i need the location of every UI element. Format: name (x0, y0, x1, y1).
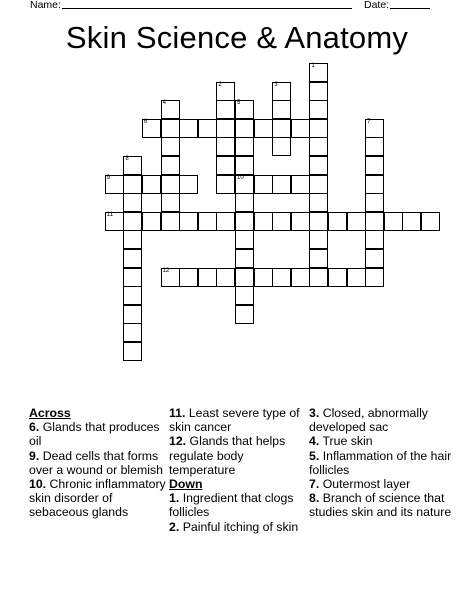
grid-cell[interactable] (198, 268, 217, 287)
grid-cell[interactable] (365, 156, 384, 175)
grid-cell[interactable] (179, 212, 198, 231)
grid-cell[interactable] (123, 268, 142, 287)
grid-cell[interactable] (254, 212, 273, 231)
clue-number: 1. (169, 491, 180, 506)
cell-number: 5 (237, 100, 241, 107)
grid-cell[interactable] (235, 249, 254, 268)
grid-cell[interactable] (272, 268, 291, 287)
grid-cell[interactable] (309, 100, 328, 119)
clue-text: Outermost layer (322, 477, 411, 492)
grid-cell[interactable] (328, 268, 347, 287)
grid-cell[interactable] (272, 119, 291, 138)
clue-number: 2. (169, 519, 180, 534)
clue-number: 3. (309, 406, 320, 420)
grid-cell[interactable] (309, 63, 328, 82)
grid-cell[interactable] (142, 119, 161, 138)
clue-text: Glands that produces oil (29, 420, 160, 449)
grid-cell[interactable] (272, 137, 291, 156)
grid-cell[interactable] (365, 119, 384, 138)
cell-number: 10 (237, 174, 244, 181)
clue-down-8 (309, 491, 454, 519)
clue-across-12 (169, 434, 309, 477)
grid-cell[interactable] (309, 268, 328, 287)
clue-number: 8. (309, 491, 320, 506)
grid-cell[interactable] (309, 230, 328, 249)
grid-cell[interactable] (216, 137, 235, 156)
grid-cell[interactable] (216, 268, 235, 287)
grid-cell[interactable] (365, 268, 384, 287)
grid-cell[interactable] (161, 212, 180, 231)
grid-cell[interactable] (291, 212, 310, 231)
grid-cell[interactable] (198, 119, 217, 138)
grid-cell[interactable] (384, 212, 403, 231)
cell-number: 1 (311, 63, 315, 69)
cell-number: 9 (106, 174, 111, 181)
grid-cell[interactable] (123, 305, 142, 324)
clues-column-3 (309, 406, 454, 520)
grid-cell[interactable] (235, 305, 254, 324)
cell-number: 11 (106, 211, 114, 218)
grid-cell[interactable] (309, 193, 328, 212)
grid-cell[interactable] (216, 212, 235, 231)
grid-cell[interactable] (123, 230, 142, 249)
clue-text: True skin (322, 434, 373, 449)
clue-across-6 (29, 420, 169, 448)
grid-cell[interactable] (105, 212, 124, 231)
grid-cell[interactable] (365, 175, 384, 194)
grid-cell[interactable] (161, 137, 180, 156)
clue-down-5 (309, 449, 454, 477)
grid-cell[interactable] (216, 82, 235, 101)
grid-cell[interactable] (235, 100, 254, 119)
grid-cell[interactable] (272, 82, 291, 101)
grid-cell[interactable] (309, 137, 328, 156)
grid-cell[interactable] (291, 119, 310, 138)
grid-cell[interactable] (235, 175, 254, 194)
cell-number: 7 (367, 118, 371, 125)
grid-cell[interactable] (254, 268, 273, 287)
cell-number: 12 (162, 267, 170, 274)
grid-cell[interactable] (161, 268, 180, 287)
clue-number: 7. (309, 477, 320, 492)
grid-cell[interactable] (421, 212, 440, 231)
grid-cell[interactable] (179, 175, 198, 194)
grid-cell[interactable] (198, 212, 217, 231)
grid-cell[interactable] (123, 193, 142, 212)
grid-cell[interactable] (365, 249, 384, 268)
grid-cell[interactable] (161, 193, 180, 212)
grid-cell[interactable] (402, 212, 421, 231)
clue-text: Dead cells that forms over a wound or blemish (29, 448, 163, 477)
grid-cell[interactable] (272, 212, 291, 231)
grid-cell[interactable] (179, 119, 198, 138)
clue-text: Inflammation of the hair follicles (309, 448, 452, 477)
clue-number: 4. (309, 434, 320, 449)
clue-down-1 (169, 491, 309, 519)
grid-cell[interactable] (216, 175, 235, 194)
grid-cell[interactable] (309, 175, 328, 194)
clue-text: Least severe type of skin cancer (169, 406, 300, 435)
grid-cell[interactable] (254, 175, 273, 194)
grid-cell[interactable] (347, 212, 366, 231)
clue-text: Painful itching of skin (182, 519, 299, 534)
grid-cell[interactable] (309, 119, 328, 138)
grid-cell[interactable] (272, 175, 291, 194)
grid-cell[interactable] (179, 268, 198, 287)
grid-cell[interactable] (235, 212, 254, 231)
grid-cell[interactable] (105, 175, 124, 194)
clue-number: 12. (169, 434, 187, 449)
cell-number: 4 (162, 100, 166, 107)
across-heading: Across (29, 406, 71, 420)
clue-down-3 (309, 406, 454, 434)
grid-cell[interactable] (216, 119, 235, 138)
clue-down-2 (169, 520, 309, 534)
clue-down-7 (309, 477, 454, 491)
grid-cell[interactable] (161, 119, 180, 138)
grid-cell[interactable] (216, 100, 235, 119)
name-label: Name: (30, 0, 61, 11)
grid-cell[interactable] (123, 212, 142, 231)
grid-cell[interactable] (365, 137, 384, 156)
clue-text: Ingredient that clogs follicles (169, 491, 294, 520)
cell-number: 6 (144, 118, 148, 125)
grid-cell[interactable] (123, 323, 142, 342)
grid-cell[interactable] (216, 156, 235, 175)
cell-number: 2 (218, 81, 222, 88)
grid-cell[interactable] (235, 230, 254, 249)
grid-cell[interactable] (328, 212, 347, 231)
grid-cell[interactable] (161, 175, 180, 194)
grid-cell[interactable] (123, 286, 142, 305)
grid-cell[interactable] (235, 156, 254, 175)
grid-cell[interactable] (235, 286, 254, 305)
clue-text: Branch of science that studies skin and its nature (309, 491, 452, 520)
clue-down-4 (309, 434, 454, 448)
grid-cell[interactable] (142, 212, 161, 231)
clue-number: 10. (29, 477, 47, 492)
grid-cell[interactable] (254, 119, 273, 138)
cell-number: 3 (274, 81, 278, 88)
grid-cell[interactable] (291, 268, 310, 287)
grid-cell[interactable] (291, 175, 310, 194)
grid-cell[interactable] (161, 100, 180, 119)
grid-cell[interactable] (365, 193, 384, 212)
grid-cell[interactable] (123, 175, 142, 194)
clue-number: 9. (29, 448, 40, 463)
grid-cell[interactable] (235, 193, 254, 212)
grid-cell[interactable] (309, 212, 328, 231)
grid-cell[interactable] (347, 268, 366, 287)
clue-across-11 (169, 406, 309, 434)
page-title: Skin Science & Anatomy (65, 20, 409, 55)
grid-cell[interactable] (161, 156, 180, 175)
clue-number: 11. (169, 406, 186, 420)
down-heading: Down (169, 477, 203, 492)
clue-text: Closed, abnormally developed sac (309, 406, 428, 435)
grid-cell[interactable] (235, 268, 254, 287)
grid-cell[interactable] (309, 249, 328, 268)
grid-cell[interactable] (123, 156, 142, 175)
grid-cell[interactable] (365, 212, 384, 231)
clue-across-10 (29, 477, 169, 520)
clue-across-9 (29, 449, 169, 477)
grid-cell[interactable] (123, 342, 142, 361)
clues-column-2 (169, 406, 309, 534)
grid-cell[interactable] (309, 82, 328, 101)
clue-number: 5. (309, 448, 320, 463)
grid-cell[interactable] (235, 137, 254, 156)
grid-cell[interactable] (272, 100, 291, 119)
clues-column-1 (29, 406, 169, 520)
clue-number: 6. (29, 420, 40, 435)
grid-cell[interactable] (365, 230, 384, 249)
grid-cell[interactable] (309, 156, 328, 175)
cell-number: 8 (125, 156, 129, 162)
clue-text: Glands that helps regulate body temperature (169, 434, 286, 477)
date-label: Date: (364, 0, 390, 11)
grid-cell[interactable] (123, 249, 142, 268)
clue-text: Chronic inflammatory skin disorder of sebaceous glands (29, 477, 166, 520)
grid-cell[interactable] (142, 175, 161, 194)
grid-cell[interactable] (235, 119, 254, 138)
